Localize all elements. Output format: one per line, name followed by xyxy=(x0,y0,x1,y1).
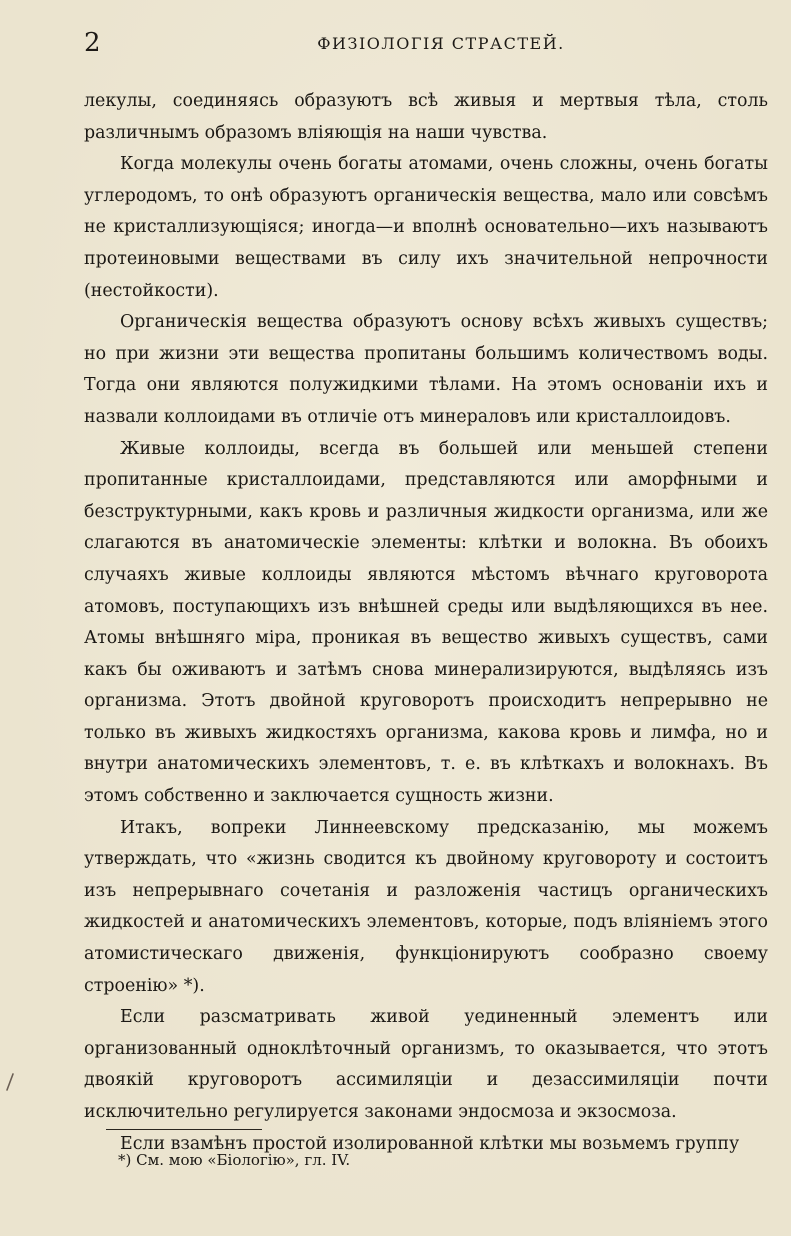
paragraph: Органическія вещества образуютъ основу всѣхъ живыхъ существъ; но при жизни эти вещества пропитаны большимъ количествомъ воды. Тогда они являются полужидкими тѣлами. На этомъ основаніи ихъ и назвали коллоидами въ отличіе отъ минераловъ или кристаллоидовъ. xyxy=(84,312,768,427)
paragraph: Живые коллоиды, всегда въ большей или меньшей степени пропитанные кристаллоидами, представляются или аморфными и безструктурными, какъ кровь и различныя жидкости организма, или же слагаются въ анатомическіе элементы: клѣтки и волокна. Въ обоихъ случаяхъ живые коллоиды являются мѣстомъ вѣчнаго круговорота атомовъ, поступающихъ изъ внѣшней среды или выдѣляющихся въ нее. Атомы внѣшняго міра, проникая въ вещество живыхъ существъ, сами какъ бы оживаютъ и затѣмъ снова минерализируются, выдѣляясь изъ организма. Этотъ двойной круговоротъ происходитъ непрерывно не только въ живыхъ жидкостяхъ организма, какова кровь и лимфа, но и внутри анатомическихъ элементовъ, т. е. въ клѣткахъ и волокнахъ. Въ этомъ собственно и заключается сущность жизни. xyxy=(84,438,768,807)
paragraph: Итакъ, вопреки Линнеевскому предсказанію, мы можемъ утверждать, что «жизнь сводится къ двойному круговороту и состоитъ изъ непрерывнаго сочетанія и разложенія частицъ органическихъ жидкостей и анатомическихъ элементовъ, которые, подъ вліяніемъ этого атомистическаго движенія, функціонируютъ сообразно своему строенію» *). xyxy=(84,817,768,996)
footnote: *) См. мою «Біологію», гл. IV. xyxy=(118,1151,351,1169)
pencil-mark-icon xyxy=(4,1070,18,1092)
running-title: ФИЗІОЛОГІЯ СТРАСТЕЙ. xyxy=(317,34,565,53)
footnote-separator xyxy=(106,1129,262,1130)
body-text xyxy=(84,86,768,1160)
paragraph: Когда молекулы очень богаты атомами, очень сложны, очень богаты углеродомъ, то онѣ образуютъ органическія вещества, мало или совсѣмъ не кристаллизующіяся; иногда—и вполнѣ основательно—ихъ называютъ протеиновыми веществами въ силу ихъ значительной непрочности (нестойкости). xyxy=(84,154,768,301)
running-header xyxy=(84,28,768,58)
paragraph: Если взамѣнъ простой изолированной клѣтки мы возьмемъ группу xyxy=(120,1133,740,1154)
paragraph-continued: лекулы, соединяясь образуютъ всѣ живыя и мертвыя тѣла, столь различнымъ образомъ вліяющія на наши чувства. xyxy=(84,91,768,143)
paragraph: Если разсматривать живой уединенный элементъ или организованный одноклѣточный организмъ, то оказывается, что этотъ двоякій круговоротъ ассимиляціи и дезассимиляціи почти исключительно регулируется законами эндосмоза и экзосмоза. xyxy=(84,1007,768,1122)
page-number: 2 xyxy=(84,28,101,58)
